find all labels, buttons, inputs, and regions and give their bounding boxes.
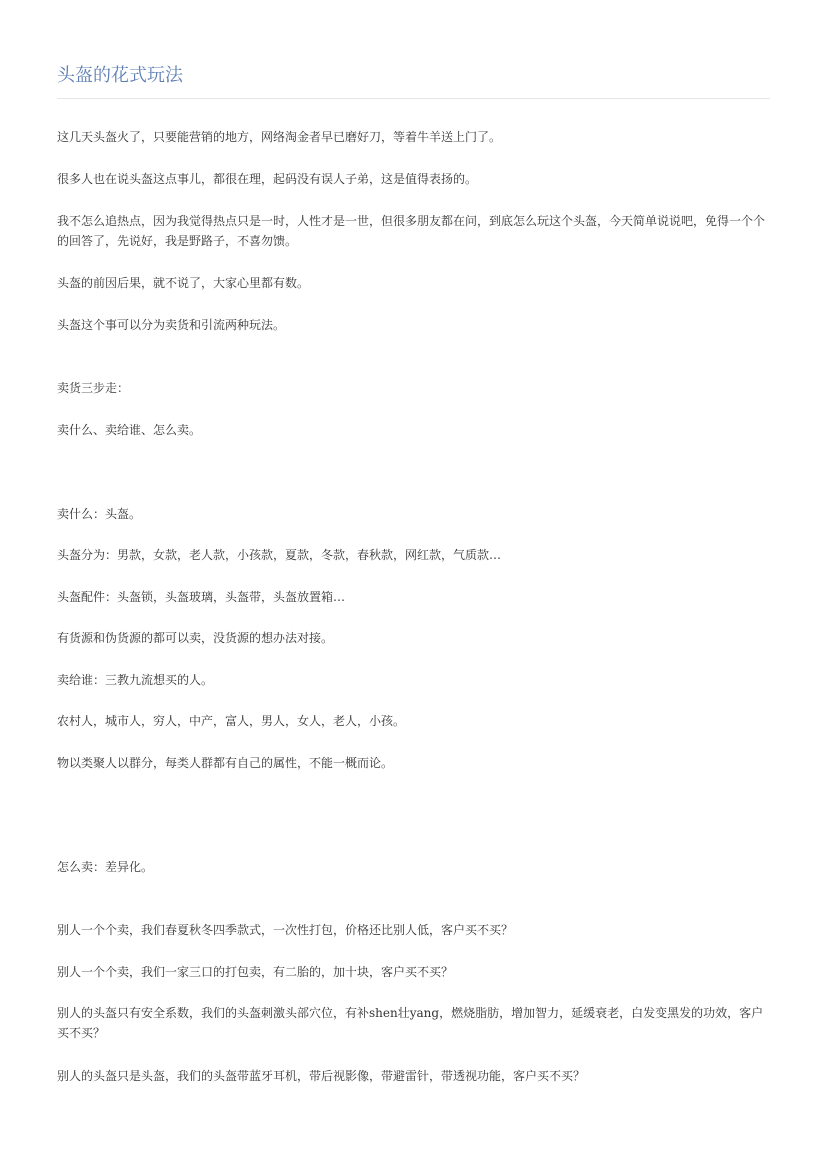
paragraph: 头盔分为：男款，女款，老人款，小孩款，夏款，冬款，春秋款，网红款，气质款…	[57, 548, 502, 562]
paragraph: 卖什么、卖给谁、怎么卖。	[57, 423, 202, 437]
paragraph: 别人一个个卖，我们一家三口的打包卖，有二胎的，加十块，客户买不买？	[57, 965, 454, 979]
paragraph: 这几天头盔火了，只要能营销的地方，网络淘金者早已磨好刀，等着牛羊送上门了。	[57, 130, 502, 144]
paragraph: 我不怎么追热点，因为我觉得热点只是一时，人性才是一世，但很多朋友都在问，到底怎么玩这个头盔，今天简单说说吧，免得一个个的回答了，先说好，我是野路子，不喜勿馈。	[57, 214, 766, 248]
paragraph: 别人的头盔只是头盔，我们的头盔带蓝牙耳机，带后视影像，带避雷针，带透视功能，客户买不买？	[57, 1069, 586, 1083]
paragraph: 别人一个个卖，我们春夏秋冬四季款式，一次性打包，价格还比别人低，客户买不买？	[57, 923, 514, 937]
paragraph: 卖什么：头盔。	[57, 507, 142, 521]
paragraph: 物以类聚人以群分，每类人群都有自己的属性，不能一概而论。	[57, 756, 394, 770]
paragraph: 怎么卖：差异化。	[57, 860, 154, 874]
article-title: 头盔的花式玩法	[57, 65, 183, 86]
paragraph: 头盔配件：头盔锁，头盔玻璃，头盔带，头盔放置箱…	[57, 590, 346, 604]
title-divider	[57, 98, 770, 99]
paragraph: 别人的头盔只有安全系数，我们的头盔刺激头部穴位，有补shen壮yang，燃烧脂肪，增加智力，延缓衰老，白发变黑发的功效，客户买不买？	[57, 1006, 764, 1040]
paragraph: 头盔这个事可以分为卖货和引流两种玩法。	[57, 318, 286, 332]
paragraph: 有货源和伪货源的都可以卖，没货源的想办法对接。	[57, 631, 334, 645]
paragraph: 农村人，城市人，穷人，中产，富人，男人，女人，老人，小孩。	[57, 714, 406, 728]
paragraph: 头盔的前因后果，就不说了，大家心里都有数。	[57, 276, 310, 290]
paragraph: 卖货三步走：	[57, 381, 130, 395]
paragraph: 很多人也在说头盔这点事儿，都很在理，起码没有误人子弟，这是值得表扬的。	[57, 172, 478, 186]
paragraph: 卖给谁：三教九流想买的人。	[57, 673, 214, 687]
